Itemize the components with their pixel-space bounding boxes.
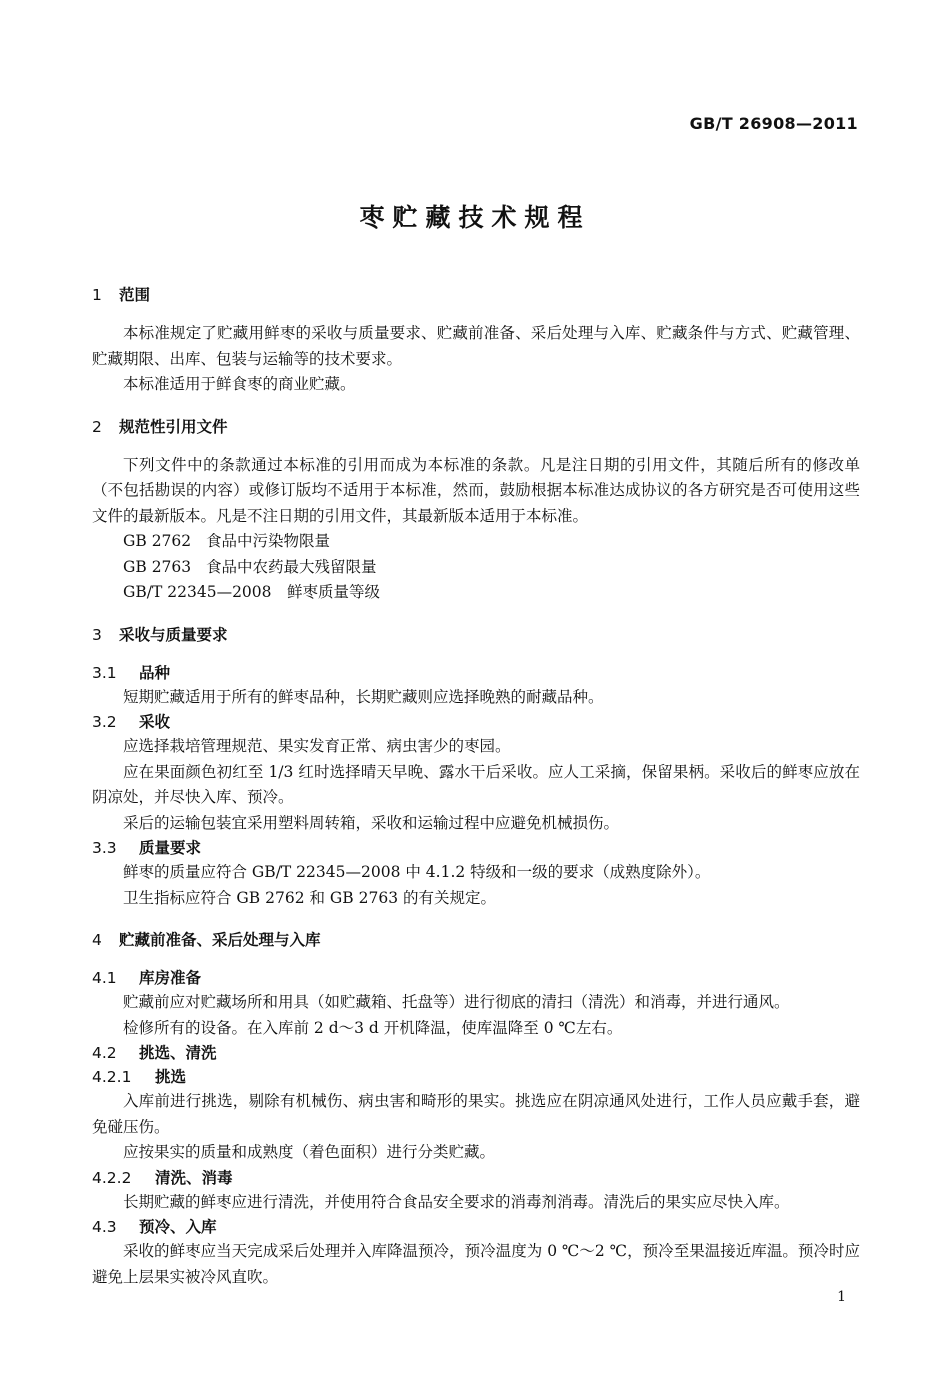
paragraph: 应选择栽培管理规范、果实发育正常、病虫害少的枣园。 — [123, 737, 511, 755]
paragraph: 本标准适用于鲜食枣的商业贮藏。 — [123, 375, 356, 393]
reference-name: 食品中农药最大残留限量 — [206, 557, 377, 576]
reference-item — [92, 555, 860, 581]
subsection-number: 4.3 — [92, 1218, 117, 1236]
reference-code: GB 2763 — [123, 557, 192, 576]
section-title: 规范性引用文件 — [119, 417, 228, 436]
subsection-title: 品种 — [139, 663, 171, 682]
subsection-title: 质量要求 — [139, 839, 202, 857]
subsection-4-2-heading — [92, 1041, 860, 1065]
paragraph: 贮藏前应对贮藏场所和用具（如贮藏箱、托盘等）进行彻底的清扫（清洗）和消毒，并进行通风。 — [123, 993, 790, 1011]
subsection-title: 采收 — [139, 713, 171, 731]
subsection-title: 库房准备 — [139, 969, 202, 987]
paragraph: 应在果面颜色初红至 1/3 红时选择晴天早晚、露水干后采收。应人工采摘，保留果柄。采收后的鲜枣应放在阴凉处，并尽快入库、预冷。 — [92, 762, 860, 806]
paragraph: 入库前进行挑选，剔除有机械伤、病虫害和畸形的果实。挑选应在阴凉通风处进行，工作人员应戴手套，避免碰压伤。 — [92, 1092, 860, 1136]
section-number: 1 — [92, 286, 102, 304]
subsection-number: 4.1 — [92, 969, 117, 987]
paragraph: 短期贮藏适用于所有的鲜枣品种，长期贮藏则应选择晚熟的耐藏品种。 — [123, 687, 604, 706]
subsection-title: 预冷、入库 — [139, 1218, 217, 1236]
standard-number: GB/T 26908—2011 — [689, 114, 858, 133]
reference-item — [92, 580, 860, 606]
paragraph: 应按果实的质量和成熟度（着色面积）进行分类贮藏。 — [123, 1143, 496, 1161]
subsection-number: 3.1 — [92, 663, 117, 682]
section-number: 3 — [92, 625, 102, 644]
reference-item — [92, 529, 860, 555]
paragraph: 卫生指标应符合 GB 2762 和 GB 2763 的有关规定。 — [123, 888, 497, 907]
subsection-number: 4.2.2 — [92, 1168, 132, 1187]
subsection-4-3-heading — [92, 1215, 860, 1239]
document-title: 枣贮藏技术规程 — [359, 203, 591, 232]
subsection-4-2-1-heading — [92, 1065, 860, 1089]
subsection-4-2-2-heading — [92, 1166, 860, 1190]
subsection-number: 3.2 — [92, 713, 117, 731]
subsection-title: 挑选、清洗 — [139, 1044, 217, 1062]
section-title: 采收与质量要求 — [119, 625, 228, 644]
subsection-number: 4.2.1 — [92, 1068, 132, 1086]
subsection-number: 4.2 — [92, 1044, 117, 1062]
section-2-heading — [92, 415, 860, 439]
subsection-number: 3.3 — [92, 839, 117, 857]
section-1-heading — [92, 283, 860, 307]
paragraph: 本标准规定了贮藏用鲜枣的采收与质量要求、贮藏前准备、采后处理与入库、贮藏条件与方式、贮藏管理、贮藏期限、出库、包装与运输等的技术要求。 — [92, 324, 860, 368]
section-3-heading — [92, 623, 860, 647]
section-number: 2 — [92, 417, 102, 436]
section-title: 贮藏前准备、采后处理与入库 — [119, 931, 321, 949]
document-body — [92, 283, 860, 1290]
subsection-3-1-heading — [92, 661, 860, 685]
reference-name: 食品中污染物限量 — [206, 532, 331, 550]
subsection-3-3-heading — [92, 836, 860, 860]
section-number: 4 — [92, 931, 102, 949]
subsection-3-2-heading — [92, 710, 860, 734]
page-number: 1 — [837, 1289, 846, 1305]
paragraph: 采后的运输包装宜采用塑料周转箱，采收和运输过程中应避免机械损伤。 — [123, 813, 620, 832]
paragraph: 鲜枣的质量应符合 GB/T 22345—2008 中 4.1.2 特级和一级的要求（成熟度除外）。 — [123, 863, 711, 881]
subsection-title: 挑选 — [155, 1068, 187, 1086]
paragraph: 长期贮藏的鲜枣应进行清洗，并使用符合食品安全要求的消毒剂消毒。清洗后的果实应尽快入库。 — [123, 1192, 790, 1211]
paragraph: 检修所有的设备。在入库前 2 d～3 d 开机降温，使库温降至 0 ℃左右。 — [123, 1018, 623, 1037]
section-title: 范围 — [119, 286, 151, 304]
subsection-4-1-heading — [92, 966, 860, 990]
reference-code: GB/T 22345—2008 — [123, 583, 272, 601]
section-4-heading — [92, 928, 860, 952]
subsection-title: 清洗、消毒 — [155, 1168, 233, 1187]
paragraph: 采收的鲜枣应当天完成采后处理并入库降温预冷，预冷温度为 0 ℃～2 ℃，预冷至果温接近库温。预冷时应避免上层果实被冷风直吹。 — [92, 1242, 860, 1286]
paragraph: 下列文件中的条款通过本标准的引用而成为本标准的条款。凡是注日期的引用文件，其随后所有的修改单（不包括勘误的内容）或修订版均不适用于本标准，然而，鼓励根据本标准达成协议的各方研究是否可使用这些文件的最新版本。凡是不注日期的引用文件，其最新版本适用于本标准。 — [92, 455, 860, 525]
reference-name: 鲜枣质量等级 — [287, 583, 381, 601]
reference-code: GB 2762 — [123, 532, 192, 550]
